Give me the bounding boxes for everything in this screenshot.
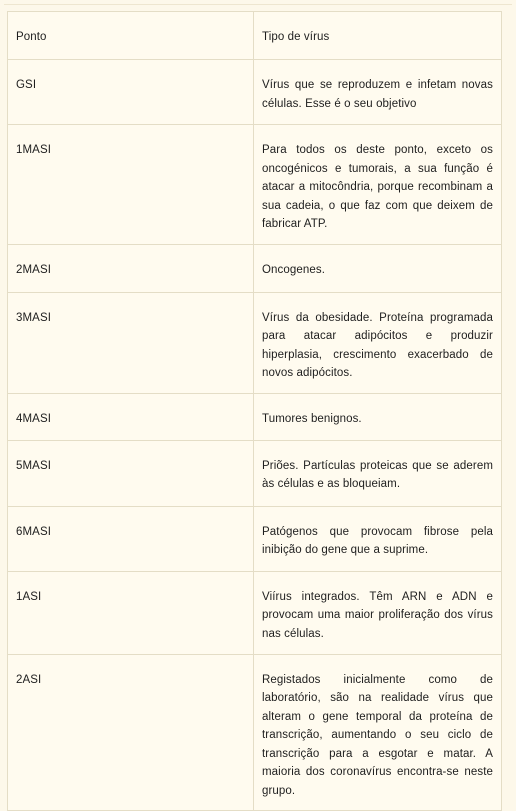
- row-point: GSI: [8, 60, 254, 125]
- row-virus-type: Patógenos que provocam fibrose pela inibição do gene que a suprime.: [254, 506, 502, 571]
- table-row: [8, 244, 502, 292]
- row-point: 6MASI: [8, 506, 254, 571]
- table-row: [8, 440, 502, 506]
- table-row: [8, 393, 502, 440]
- top-divider: [4, 4, 512, 5]
- row-point: 2MASI: [8, 244, 254, 292]
- row-virus-type: Tumores benignos.: [254, 393, 502, 440]
- table-row: [8, 506, 502, 571]
- row-point: 3MASI: [8, 292, 254, 393]
- table-row: [8, 292, 502, 393]
- virus-table-container: [7, 11, 501, 811]
- row-point: 2ASI: [8, 654, 254, 811]
- row-point: 4MASI: [8, 393, 254, 440]
- header-point: Ponto: [8, 12, 254, 60]
- row-virus-type: Viírus integrados. Têm ARN e ADN e provocam uma maior proliferação dos vírus nas células.: [254, 571, 502, 654]
- table-header-row: [8, 12, 502, 60]
- header-virus-type: Tipo de vírus: [254, 12, 502, 60]
- row-virus-type: Para todos os deste ponto, exceto os oncogénicos e tumorais, a sua função é atacar a mitocôndria, porque recombinam a sua cadeia, o que faz com que deixem de fabricar ATP.: [254, 125, 502, 245]
- row-virus-type: Vírus da obesidade. Proteína programada para atacar adipócitos e produzir hiperplasia, crescimento exacerbado de novos adipócitos.: [254, 292, 502, 393]
- table-row: [8, 654, 502, 811]
- virus-table: [7, 11, 502, 811]
- row-virus-type: Registados inicialmente como de laboratório, são na realidade vírus que alteram o gene temporal da proteína de transcrição, aumentando o seu ciclo de transcrição para a esgotar e matar. A maioria dos coronavírus encontra-se neste grupo.: [254, 654, 502, 811]
- table-row: [8, 60, 502, 125]
- row-virus-type: Vírus que se reproduzem e infetam novas células. Esse é o seu objetivo: [254, 60, 502, 125]
- row-point: 1ASI: [8, 571, 254, 654]
- row-point: 5MASI: [8, 440, 254, 506]
- table-row: [8, 125, 502, 245]
- row-virus-type: Priões. Partículas proteicas que se aderem às células e as bloqueiam.: [254, 440, 502, 506]
- table-row: [8, 571, 502, 654]
- row-virus-type: Oncogenes.: [254, 244, 502, 292]
- row-point: 1MASI: [8, 125, 254, 245]
